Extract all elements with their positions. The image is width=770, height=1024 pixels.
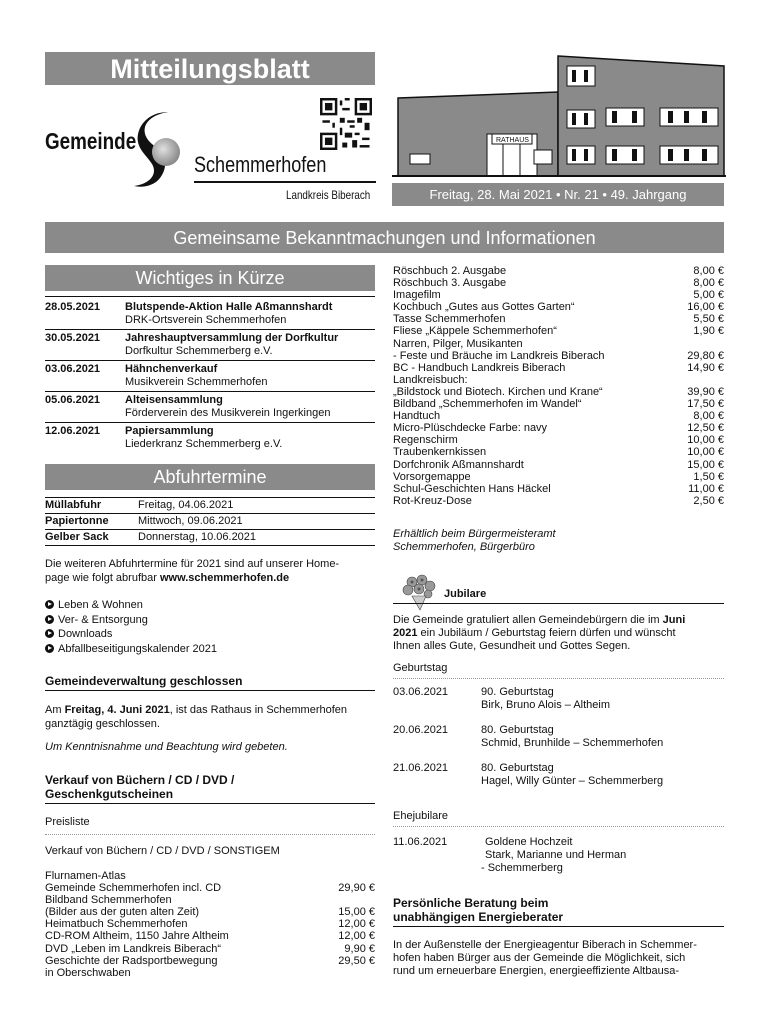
item-name: Schul-Geschichten Hans Häckel	[393, 482, 551, 495]
abfuhr-header: Abfuhrtermine	[45, 464, 375, 490]
ehe-entry	[393, 836, 724, 875]
item-name: Landkreisbuch:	[393, 373, 468, 386]
nav-item-label[interactable]: Abfallbeseitigungskalender 2021	[58, 642, 218, 655]
item-price: 5,00 €	[693, 289, 724, 302]
price-row	[393, 446, 724, 458]
kurz-date: 30.05.2021	[45, 332, 101, 344]
divider	[393, 603, 724, 604]
sale-section	[45, 773, 375, 979]
nav-item	[45, 642, 375, 657]
item-price: 39,90 €	[687, 385, 724, 398]
price-row	[393, 459, 724, 471]
arrow-right-circle-icon	[45, 615, 54, 624]
sale-note	[393, 528, 724, 553]
price-row	[393, 471, 724, 483]
price-row	[393, 398, 724, 410]
kurz-event: Hähnchenverkauf	[125, 363, 218, 375]
jubilare-text-part: ein Jubiläum / Geburtstag feiern dürfen und wünscht	[417, 627, 676, 639]
item-name: Bildband „Schemmerhofen im Wandel“	[393, 398, 582, 411]
abfuhr-date: Mittwoch, 09.06.2021	[138, 515, 243, 527]
kurz-date: 12.06.2021	[45, 425, 101, 437]
homepage-link[interactable]: www.schemmerhofen.de	[159, 572, 290, 584]
kurz-row	[45, 394, 375, 423]
price-row	[393, 289, 724, 301]
abfuhr-text	[45, 557, 375, 585]
item-name: Rot-Kreuz-Dose	[393, 494, 472, 507]
jubilare-text-part: Die Gemeinde gratuliert allen Gemeindebürgern die im	[393, 614, 663, 626]
price-row	[393, 301, 724, 313]
closed-note: Um Kenntnisnahme und Beachtung wird gebeten.	[45, 741, 288, 753]
dotted-divider	[45, 834, 375, 835]
price-row	[393, 338, 724, 350]
price-row	[45, 943, 375, 955]
price-row	[393, 422, 724, 434]
item-price: 15,00 €	[338, 906, 375, 919]
price-row	[393, 350, 724, 362]
arrow-right-circle-icon	[45, 629, 54, 638]
sale-title	[45, 773, 375, 801]
nav-item-label[interactable]: Leben & Wohnen	[58, 599, 143, 611]
kurz-event: Blutspende-Aktion Halle Aßmannshardt	[125, 301, 333, 313]
jubilare-year: 2021	[393, 627, 418, 639]
item-name: Handtuch	[393, 410, 441, 423]
birthday-type: 80. Geburtstag	[481, 724, 554, 736]
price-row	[45, 882, 375, 894]
energie-section	[393, 896, 724, 978]
birthday-date: 21.06.2021	[393, 762, 449, 774]
sale-note-line: Erhältlich beim Bürgermeisteramt	[393, 528, 556, 540]
logo-word-gemeinde: Gemeinde	[45, 128, 137, 154]
energie-text-line: In der Außenstelle der Energieagentur Biberach in Schemmer-	[393, 939, 697, 951]
ehe-line: Stark, Marianne und Herman	[485, 849, 627, 861]
birthday-entry	[393, 762, 724, 788]
item-price: 29,90 €	[338, 882, 375, 895]
birthday-person: Schmid, Brunhilde – Schemmerhofen	[481, 737, 664, 749]
ehe-date: 11.06.2021	[393, 836, 448, 848]
kurz-row	[45, 363, 375, 392]
kurz-event: Alteisensammlung	[125, 394, 223, 406]
nav-item	[45, 627, 375, 642]
masthead-title: Mitteilungsblatt	[45, 52, 375, 85]
item-name: Kochbuch „Gutes aus Gottes Garten“	[393, 301, 575, 314]
price-row	[393, 495, 724, 507]
rathaus-building-illustration	[392, 42, 726, 182]
item-price: 29,50 €	[338, 954, 375, 967]
item-name: Narren, Pilger, Musikanten	[393, 337, 523, 350]
arrow-right-circle-icon	[45, 644, 54, 653]
price-row	[393, 374, 724, 386]
birthday-detail	[481, 686, 610, 712]
kurz-row	[45, 425, 375, 451]
ehejubilare-label: Ehejubilare	[393, 810, 449, 822]
nav-item-label[interactable]: Downloads	[58, 628, 113, 640]
section-title-bar: Gemeinsame Bekanntmachungen und Informationen	[45, 222, 724, 253]
item-name: DVD „Leben im Landkreis Biberach“	[45, 942, 222, 955]
nav-item	[45, 613, 375, 628]
abfuhr-type: Müllabfuhr	[45, 499, 102, 511]
divider	[45, 803, 375, 804]
abfuhr-table	[45, 497, 375, 546]
sale-list-left	[45, 870, 375, 979]
kurz-line	[45, 332, 375, 345]
price-row	[393, 434, 724, 446]
item-name: Bildband Schemmerhofen	[45, 894, 172, 907]
logo-underline	[194, 181, 376, 183]
item-name: Imagefilm	[393, 289, 441, 302]
abfuhr-date: Donnerstag, 10.06.2021	[138, 531, 257, 543]
item-price: 10,00 €	[687, 446, 724, 459]
closed-title: Gemeindeverwaltung geschlossen	[45, 674, 243, 688]
preisliste-label: Preisliste	[45, 816, 90, 828]
item-name: in Oberschwaben	[45, 966, 131, 979]
arrow-glyph	[48, 602, 52, 606]
kurz-line	[45, 425, 375, 438]
price-row	[45, 894, 375, 906]
kurz-date: 28.05.2021	[45, 301, 101, 313]
abfuhr-row	[45, 498, 375, 514]
item-price: 1,90 €	[693, 325, 724, 338]
jubilare-title: Jubilare	[444, 588, 487, 600]
building-sign-text: RATHAUS	[496, 137, 529, 144]
kurz-row	[45, 301, 375, 330]
birthday-person: Hagel, Willy Günter – Schemmerberg	[481, 775, 664, 787]
abfuhr-nav-list	[45, 598, 375, 656]
closed-text-part: , ist das Rathaus in Schemmerhofen	[169, 704, 348, 716]
item-name: Dorfchronik Aßmannshardt	[393, 458, 524, 471]
kurz-event: Papiersammlung	[125, 425, 214, 437]
energie-text-line: rund um erneuerbare Energien, energieeffiziente Altbausa-	[393, 965, 679, 977]
price-row	[45, 930, 375, 942]
item-price: 8,00 €	[693, 410, 724, 423]
closed-date: Freitag, 4. Juni 2021	[64, 704, 170, 716]
dotted-divider	[393, 678, 724, 679]
item-price: 12,50 €	[687, 422, 724, 435]
energie-title-line: unabhängigen Energieberater	[393, 910, 564, 924]
ehe-line: Goldene Hochzeit	[485, 836, 573, 848]
birthday-detail	[481, 762, 663, 788]
arrow-glyph	[48, 617, 52, 621]
abfuhr-date: Freitag, 04.06.2021	[138, 499, 234, 511]
birthday-date: 03.06.2021	[393, 686, 449, 698]
birthday-type: 80. Geburtstag	[481, 762, 554, 774]
kurz-line	[45, 301, 375, 314]
kurz-date: 03.06.2021	[45, 363, 101, 375]
price-row	[393, 265, 724, 277]
sale-note-line: Schemmerhofen, Bürgerbüro	[393, 540, 535, 553]
abfuhr-text-line: Die weiteren Abfuhrtermine für 2021 sind auf unserer Home-	[45, 558, 340, 570]
item-name: Gemeinde Schemmerhofen incl. CD	[45, 882, 222, 895]
closed-text-part: ganztägig geschlossen.	[45, 718, 160, 730]
price-row	[393, 362, 724, 374]
item-name: - Feste und Bräuche im Landkreis Biberach	[393, 349, 605, 362]
item-name: BC - Handbuch Landkreis Biberach	[393, 361, 566, 374]
jubilare-month: Juni	[662, 614, 686, 626]
sale-title-line: Geschenkgutscheinen	[45, 787, 174, 801]
divider	[45, 296, 375, 297]
item-price: 12,00 €	[338, 918, 375, 931]
item-price: 10,00 €	[687, 434, 724, 447]
logo-word-schemmerhofen: Schemmerhofen	[194, 152, 327, 177]
jubilare-text-part: Ihnen alles Gute, Gesundheit und Gottes Segen.	[393, 640, 631, 652]
item-name: Tasse Schemmerhofen	[393, 313, 506, 326]
item-price: 17,50 €	[687, 398, 724, 411]
item-name: Micro-Plüschdecke Farbe: navy	[393, 422, 548, 435]
price-row	[393, 313, 724, 325]
item-name: Heimatbuch Schemmerhofen	[45, 918, 188, 931]
item-name: Röschbuch 2. Ausgabe	[393, 265, 507, 277]
item-price: 5,50 €	[693, 313, 724, 326]
energie-text	[393, 939, 724, 978]
nav-item	[45, 598, 375, 613]
arrow-right-circle-icon	[45, 600, 54, 609]
item-name: Geschichte der Radsportbewegung	[45, 954, 218, 967]
dotted-divider	[393, 826, 724, 827]
kurz-org: DRK-Ortsverein Schemmerhofen	[125, 314, 287, 326]
item-price: 8,00 €	[693, 277, 724, 290]
abfuhr-type: Papiertonne	[45, 515, 109, 527]
item-name: „Bildstock und Biotech. Kirchen und Krane“	[393, 385, 603, 398]
item-price: 1,50 €	[693, 470, 724, 483]
abfuhr-type: Gelber Sack	[45, 531, 109, 543]
price-row	[393, 325, 724, 337]
energie-title	[393, 896, 724, 924]
sale-intro: Verkauf von Büchern / CD / DVD / SONSTIGEM	[45, 845, 280, 857]
kurz-line	[45, 363, 375, 376]
price-row	[45, 918, 375, 930]
kurz-org: Dorfkultur Schemmerberg e.V.	[125, 345, 273, 357]
kurz-org: Musikverein Schemmerhofen	[125, 376, 268, 388]
item-name: Fliese „Käppele Schemmerhofen“	[393, 325, 557, 338]
price-row	[45, 955, 375, 967]
birthday-entry	[393, 724, 724, 750]
logo-s-emblem-icon	[130, 108, 192, 192]
price-row	[393, 386, 724, 398]
item-price: 2,50 €	[693, 494, 724, 507]
arrow-glyph	[48, 646, 52, 650]
item-name: Traubenkernkissen	[393, 446, 487, 459]
item-name: CD-ROM Altheim, 1150 Jahre Altheim	[45, 930, 229, 943]
price-row	[45, 870, 375, 882]
divider	[393, 926, 724, 927]
price-row	[45, 967, 375, 979]
item-name: Regenschirm	[393, 434, 458, 447]
closed-text	[45, 703, 375, 731]
item-price: 15,00 €	[687, 458, 724, 471]
item-price: 8,00 €	[693, 265, 724, 277]
abfuhr-row	[45, 530, 375, 546]
abfuhr-row	[45, 514, 375, 530]
nav-item-label[interactable]: Ver- & Entsorgung	[58, 613, 148, 626]
wichtiges-list	[45, 296, 375, 453]
item-price: 11,00 €	[688, 482, 724, 495]
issue-line: Freitag, 28. Mai 2021 • Nr. 21 • 49. Jahrgang	[392, 183, 724, 206]
birthday-date: 20.06.2021	[393, 724, 449, 736]
kurz-event: Jahreshauptversammlung der Dorfkultur	[125, 332, 339, 344]
birthday-list	[393, 686, 724, 800]
birthday-person: Birk, Bruno Alois – Altheim	[481, 699, 611, 711]
item-price: 16,00 €	[687, 301, 724, 314]
ehe-line: - Schemmerberg	[481, 862, 563, 874]
abfuhr-text-line: page wie folgt abrufbar	[45, 572, 160, 584]
sale-title-line: Verkauf von Büchern / CD / DVD /	[45, 773, 235, 787]
item-price: 14,90 €	[687, 361, 724, 374]
flower-bouquet-icon	[398, 572, 440, 612]
price-row	[393, 410, 724, 422]
kurz-date: 05.06.2021	[45, 394, 101, 406]
divider	[45, 690, 375, 691]
birthday-detail	[481, 724, 663, 750]
birthday-type: 90. Geburtstag	[481, 686, 554, 698]
wichtiges-header: Wichtiges in Kürze	[45, 265, 375, 291]
item-name: (Bilder aus der guten alten Zeit)	[45, 906, 200, 919]
jubilare-text	[393, 614, 724, 653]
price-row	[45, 906, 375, 918]
qr-code-icon[interactable]	[320, 98, 372, 150]
kurz-row	[45, 332, 375, 361]
logo-district: Landkreis Biberach	[286, 188, 371, 202]
item-name: Flurnamen-Atlas	[45, 870, 126, 882]
birthday-entry	[393, 686, 724, 712]
closed-text-part: Am	[45, 704, 65, 716]
kurz-org: Förderverein des Musikverein Ingerkingen	[125, 407, 331, 419]
energie-title-line: Persönliche Beratung beim	[393, 896, 549, 910]
item-name: Vorsorgemappe	[393, 470, 471, 483]
sale-list-right	[393, 265, 724, 507]
closed-section	[45, 674, 375, 754]
arrow-glyph	[48, 631, 52, 635]
kurz-org: Liederkranz Schemmerberg e.V.	[125, 438, 283, 450]
item-name: Röschbuch 3. Ausgabe	[393, 277, 507, 290]
item-price: 9,90 €	[344, 942, 375, 955]
price-row	[393, 277, 724, 289]
price-row	[393, 483, 724, 495]
item-price: 29,80 €	[687, 349, 724, 362]
geburtstag-label: Geburtstag	[393, 662, 448, 674]
item-price: 12,00 €	[338, 930, 375, 943]
kurz-line	[45, 394, 375, 407]
energie-text-line: hofen haben Bürger aus der Gemeinde die Möglichkeit, sich	[393, 952, 686, 964]
